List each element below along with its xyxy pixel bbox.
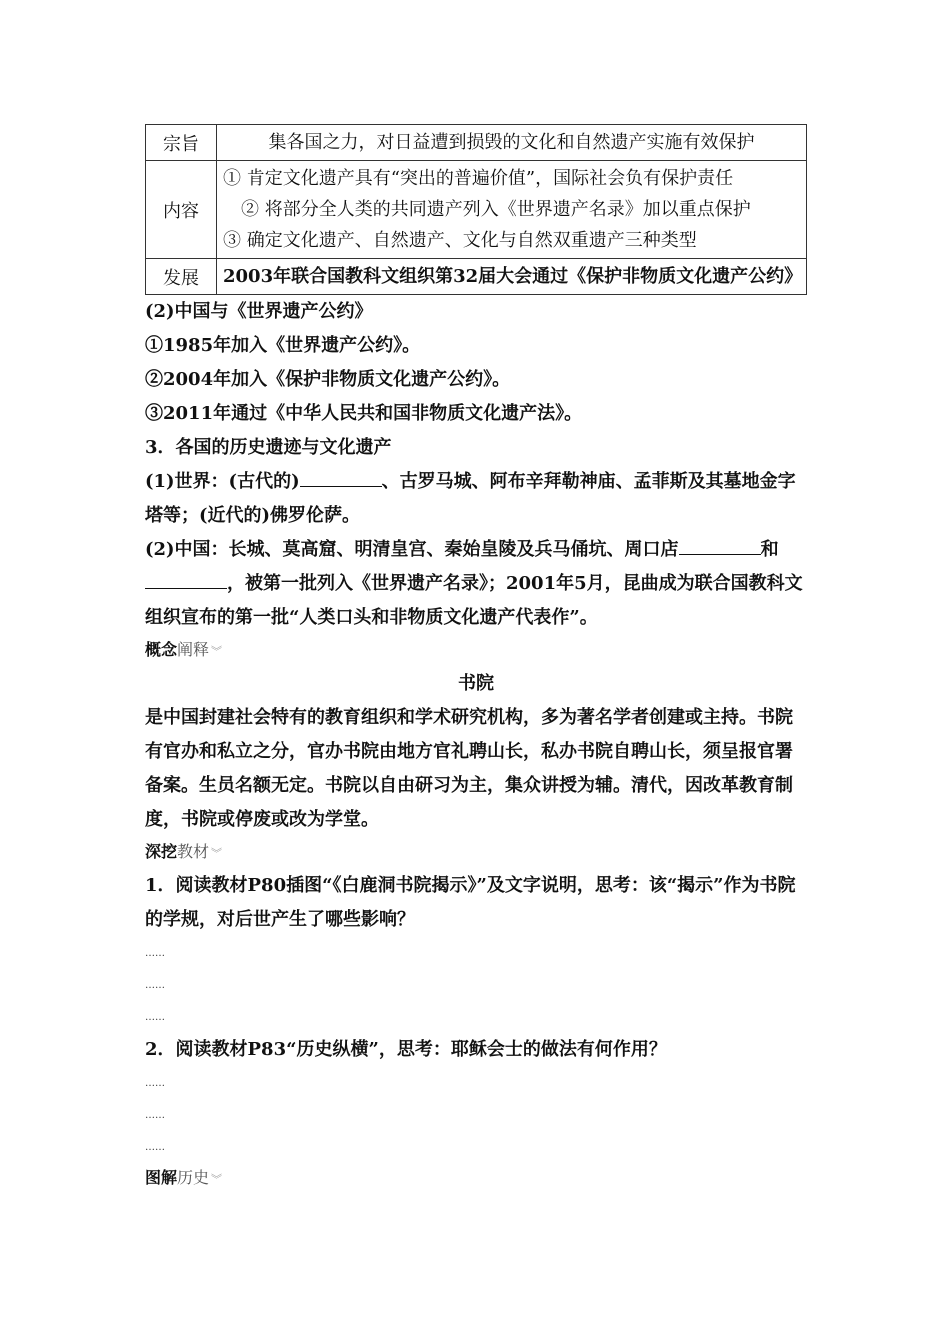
chevron-down-icon: ︾ — [211, 645, 223, 658]
label-bold: 深挖 — [145, 842, 178, 861]
text: 、古罗马城、阿布辛拜勒神庙、孟菲斯及其墓地金字塔等；(近代的)佛罗伦萨。 — [145, 471, 796, 526]
diagram-label — [145, 1163, 807, 1195]
answer-line[interactable] — [145, 937, 807, 969]
text: (2)中国：长城、莫高窟、明清皇宫、秦始皇陵及兵马俑坑、周口店 — [145, 539, 679, 560]
table-value: 集各国之力，对日益遭到损毁的文化和自然遗产实施有效保护 — [217, 125, 807, 161]
dots: …… — [145, 980, 165, 991]
dots: …… — [145, 1110, 165, 1121]
world-heritage-paragraph — [145, 465, 807, 533]
dots: …… — [145, 948, 165, 959]
table-value: 2003年联合国教科文组织第32届大会通过《保护非物质文化遗产公约》 — [217, 259, 807, 295]
list-item: ③2011年通过《中华人民共和国非物质文化遗产法》。 — [145, 403, 583, 424]
concept-title: 书院 — [458, 673, 494, 694]
label-bold: 图解 — [145, 1168, 178, 1187]
answer-line[interactable] — [145, 1067, 807, 1099]
text: (1)世界：(古代的) — [145, 471, 300, 492]
text: ，被第一批列入《世界遗产名录》；2001年5月，昆曲成为联合国教科文组织宣布的第一批“人类口头和非物质文化遗产代表作”。 — [145, 573, 803, 628]
table-key: 发展 — [146, 259, 217, 295]
answer-blank[interactable] — [145, 570, 227, 589]
chevron-down-icon: ︾ — [211, 847, 223, 860]
table-value — [217, 161, 807, 259]
section-title: (2)中国与《世界遗产公约》 — [145, 301, 373, 322]
label-lite: 历史 — [177, 1168, 210, 1187]
dots: …… — [145, 1142, 165, 1153]
answer-blank[interactable] — [300, 468, 382, 487]
dig-label — [145, 837, 807, 869]
chevron-down-icon: ︾ — [211, 1173, 223, 1186]
label-bold: 概念 — [145, 640, 178, 659]
answer-line[interactable] — [145, 1099, 807, 1131]
text: 和 — [760, 539, 779, 560]
dots: …… — [145, 1012, 165, 1023]
dots: …… — [145, 1078, 165, 1089]
table-line: ① 肯定文化遗产具有“突出的普遍价值”，国际社会负有保护责任 — [223, 168, 734, 189]
table-row — [146, 161, 807, 259]
answer-blank[interactable] — [679, 536, 761, 555]
answer-line[interactable] — [145, 1001, 807, 1033]
list-item: ①1985年加入《世界遗产公约》。 — [145, 335, 421, 356]
list-item: ②2004年加入《保护非物质文化遗产公约》。 — [145, 369, 511, 390]
label-lite: 教材 — [177, 842, 210, 861]
table-key: 内容 — [146, 161, 217, 259]
table-row — [146, 125, 807, 161]
concept-label — [145, 635, 807, 667]
table-row — [146, 259, 807, 295]
question-1: 1．阅读教材P80插图“《白鹿洞书院揭示》”及文字说明，思考：该“揭示”作为书院的学规，对后世产生了哪些影响？ — [145, 875, 796, 930]
answer-line[interactable] — [145, 1131, 807, 1163]
table-line: ② 将部分全人类的共同遗产列入《世界遗产名录》加以重点保护 — [241, 199, 751, 220]
convention-table — [145, 124, 807, 295]
label-lite: 阐释 — [177, 640, 210, 659]
document-page — [145, 124, 807, 1195]
china-heritage-paragraph — [145, 533, 807, 635]
table-key: 宗旨 — [146, 125, 217, 161]
table-line: ③ 确定文化遗产、自然遗产、文化与自然双重遗产三种类型 — [223, 230, 697, 251]
concept-body: 是中国封建社会特有的教育组织和学术研究机构，多为著名学者创建或主持。书院有官办和私立之分，官办书院由地方官礼聘山长，私办书院自聘山长，须呈报官署备案。生员名额无定。书院以自由研习为主，集众讲授为辅。清代，因改革教育制度，书院或停废或改为学堂。 — [145, 707, 793, 830]
question-2: 2．阅读教材P83“历史纵横”，思考：耶稣会士的做法有何作用？ — [145, 1039, 667, 1060]
section-heading: 3．各国的历史遗迹与文化遗产 — [145, 437, 392, 458]
answer-line[interactable] — [145, 969, 807, 1001]
